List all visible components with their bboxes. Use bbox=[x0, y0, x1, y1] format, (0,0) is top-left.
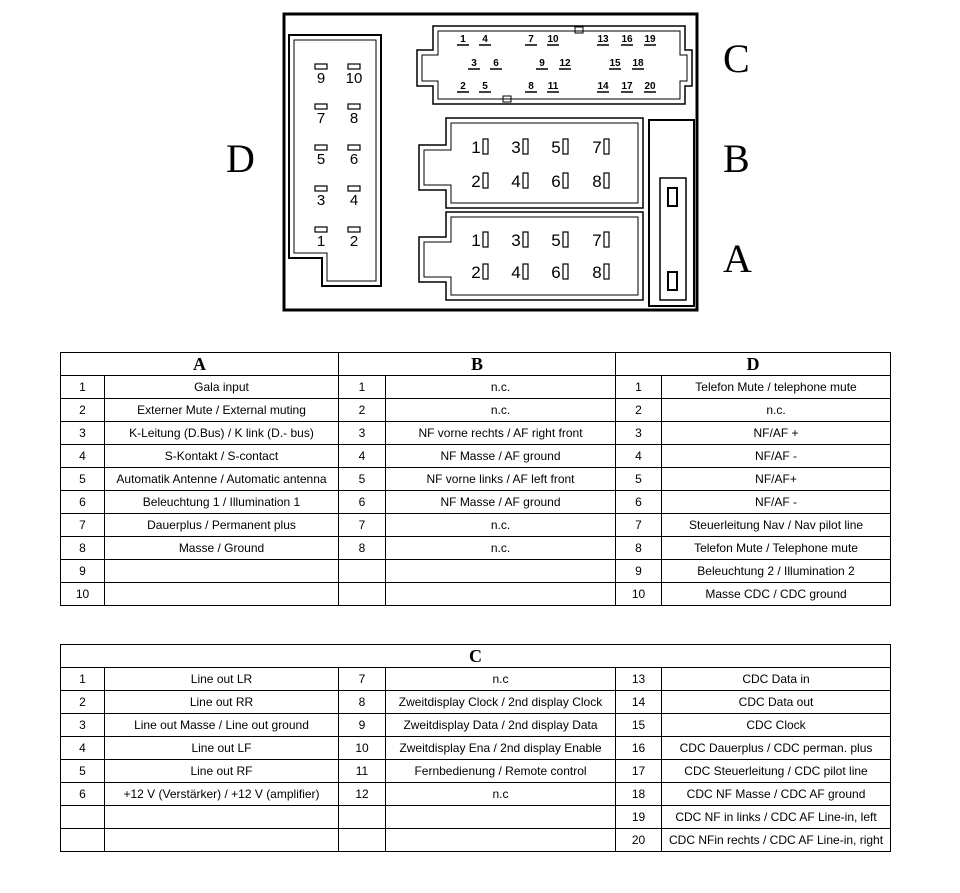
a-pin-slot bbox=[523, 264, 528, 279]
a-pin-number: 4 bbox=[511, 263, 521, 282]
pin-number-cell: 3 bbox=[339, 422, 386, 445]
pin-number-cell: 2 bbox=[61, 691, 105, 714]
pin-number-cell: 7 bbox=[616, 514, 662, 537]
pin-number-cell: 1 bbox=[61, 668, 105, 691]
pin-number-cell: 9 bbox=[339, 714, 386, 737]
b-pin-slot bbox=[523, 173, 528, 188]
header-a: A bbox=[61, 353, 339, 376]
pin-table-c bbox=[60, 644, 891, 852]
pin-function-cell: Beleuchtung 2 / Illumination 2 bbox=[662, 560, 891, 583]
pin-function-cell: Telefon Mute / Telephone mute bbox=[662, 537, 891, 560]
pin-number-cell: 2 bbox=[616, 399, 662, 422]
pin-function-cell: NF Masse / AF ground bbox=[386, 445, 616, 468]
pin-function-cell: CDC Dauerplus / CDC perman. plus bbox=[662, 737, 891, 760]
pin-number-cell: 6 bbox=[616, 491, 662, 514]
pin-number-cell: 10 bbox=[616, 583, 662, 606]
pin-function-cell: Masse CDC / CDC ground bbox=[662, 583, 891, 606]
header-d: D bbox=[616, 353, 891, 376]
pin-function-cell: Zweitdisplay Data / 2nd display Data bbox=[386, 714, 616, 737]
pin-function-cell: Gala input bbox=[105, 376, 339, 399]
pin-number-cell: 20 bbox=[616, 829, 662, 852]
b-pin-slot bbox=[563, 139, 568, 154]
pin-function-cell: Line out RF bbox=[105, 760, 339, 783]
pin-number-cell: 10 bbox=[61, 583, 105, 606]
pin-number-cell: 15 bbox=[616, 714, 662, 737]
pin-number-cell: 6 bbox=[61, 783, 105, 806]
pin-function-cell: Dauerplus / Permanent plus bbox=[105, 514, 339, 537]
pin-function-cell: n.c bbox=[386, 783, 616, 806]
pin-number-cell: 9 bbox=[61, 560, 105, 583]
table-row bbox=[61, 376, 891, 399]
pin-function-cell: Line out RR bbox=[105, 691, 339, 714]
header-c: C bbox=[61, 645, 891, 668]
block-b-outline bbox=[419, 118, 643, 208]
d-pin-slot bbox=[348, 227, 360, 232]
table-row bbox=[61, 399, 891, 422]
pin-function-cell: K-Leitung (D.Bus) / K link (D.- bus) bbox=[105, 422, 339, 445]
power-block-outline bbox=[649, 120, 694, 306]
a-pin-number: 3 bbox=[511, 231, 521, 250]
a-pin-slot bbox=[563, 264, 568, 279]
d-pin-number: 2 bbox=[349, 233, 359, 250]
label-a: A bbox=[723, 236, 752, 281]
pin-function-cell bbox=[105, 560, 339, 583]
pin-number-cell bbox=[61, 829, 105, 852]
pin-function-cell: Line out LF bbox=[105, 737, 339, 760]
pin-number-cell bbox=[339, 806, 386, 829]
pin-number-cell: 18 bbox=[616, 783, 662, 806]
d-pin-slot bbox=[348, 186, 360, 191]
a-pin-slot bbox=[604, 264, 609, 279]
pin-number-cell: 3 bbox=[61, 714, 105, 737]
pin-function-cell: n.c. bbox=[386, 399, 616, 422]
b-pin-number: 5 bbox=[551, 138, 561, 157]
pin-number-cell: 19 bbox=[616, 806, 662, 829]
c-pin-number: 3 bbox=[471, 58, 477, 69]
c-pin-number: 10 bbox=[547, 34, 559, 45]
d-pin-slot bbox=[348, 145, 360, 150]
pin-function-cell: Zweitdisplay Ena / 2nd display Enable bbox=[386, 737, 616, 760]
a-pin-number: 2 bbox=[471, 263, 481, 282]
b-pin-slot bbox=[483, 139, 488, 154]
d-pin-slot bbox=[315, 64, 327, 69]
pin-number-cell: 10 bbox=[339, 737, 386, 760]
pin-number-cell: 8 bbox=[616, 537, 662, 560]
pin-number-cell: 13 bbox=[616, 668, 662, 691]
pin-number-cell: 3 bbox=[616, 422, 662, 445]
table-row bbox=[61, 783, 891, 806]
c-pin-number: 15 bbox=[609, 58, 621, 69]
d-pin-number: 5 bbox=[316, 151, 326, 168]
pin-table-abd bbox=[60, 352, 891, 606]
block-d-inner bbox=[294, 40, 376, 281]
c-pin-number: 19 bbox=[644, 34, 656, 45]
pin-function-cell bbox=[386, 583, 616, 606]
block-c-key-top bbox=[575, 27, 583, 33]
pin-number-cell bbox=[61, 806, 105, 829]
label-d: D bbox=[226, 136, 255, 181]
pin-function-cell: CDC Data in bbox=[662, 668, 891, 691]
b-pin-slot bbox=[604, 139, 609, 154]
a-pin-slot bbox=[563, 232, 568, 247]
b-pin-number: 8 bbox=[592, 172, 602, 191]
table-row bbox=[61, 491, 891, 514]
a-pin-slot bbox=[523, 232, 528, 247]
b-pin-slot bbox=[483, 173, 488, 188]
header-b: B bbox=[339, 353, 616, 376]
block-a-outline bbox=[419, 212, 643, 300]
pin-number-cell: 6 bbox=[339, 491, 386, 514]
pin-number-cell: 8 bbox=[339, 537, 386, 560]
pin-function-cell: n.c. bbox=[662, 399, 891, 422]
pin-function-cell bbox=[386, 829, 616, 852]
a-pin-slot bbox=[483, 264, 488, 279]
d-pin-number: 3 bbox=[316, 192, 326, 209]
table-row bbox=[61, 583, 891, 606]
table-row bbox=[61, 668, 891, 691]
table-row bbox=[61, 829, 891, 852]
pin-function-cell: CDC Clock bbox=[662, 714, 891, 737]
c-pin-number: 8 bbox=[528, 81, 534, 92]
pin-function-cell bbox=[105, 583, 339, 606]
d-pin-slot bbox=[315, 145, 327, 150]
pin-function-cell: Beleuchtung 1 / Illumination 1 bbox=[105, 491, 339, 514]
pin-number-cell: 17 bbox=[616, 760, 662, 783]
d-pin-number: 8 bbox=[349, 110, 359, 127]
pin-function-cell bbox=[386, 806, 616, 829]
d-pin-number: 1 bbox=[316, 233, 326, 250]
pin-function-cell: Fernbedienung / Remote control bbox=[386, 760, 616, 783]
c-pin-number: 13 bbox=[597, 34, 609, 45]
table-row bbox=[61, 806, 891, 829]
power-slot-frame bbox=[660, 178, 686, 300]
d-pin-number: 10 bbox=[345, 70, 363, 87]
pin-function-cell: n.c. bbox=[386, 376, 616, 399]
d-pin-number: 7 bbox=[316, 110, 326, 127]
table-row bbox=[61, 468, 891, 491]
pin-function-cell: Externer Mute / External muting bbox=[105, 399, 339, 422]
d-pin-number: 9 bbox=[316, 70, 326, 87]
table-row bbox=[61, 514, 891, 537]
pin-function-cell: Line out LR bbox=[105, 668, 339, 691]
pin-function-cell: NF/AF + bbox=[662, 422, 891, 445]
pin-function-cell: NF vorne links / AF left front bbox=[386, 468, 616, 491]
pin-function-cell: Line out Masse / Line out ground bbox=[105, 714, 339, 737]
pin-function-cell: Steuerleitung Nav / Nav pilot line bbox=[662, 514, 891, 537]
c-pin-number: 17 bbox=[621, 81, 633, 92]
d-pin-number: 4 bbox=[349, 192, 359, 209]
d-pin-slot bbox=[348, 104, 360, 109]
pin-number-cell: 5 bbox=[616, 468, 662, 491]
c-pin-number: 6 bbox=[493, 58, 499, 69]
pin-number-cell: 4 bbox=[61, 445, 105, 468]
pin-function-cell bbox=[105, 806, 339, 829]
pin-number-cell: 2 bbox=[61, 399, 105, 422]
c-pin-number: 7 bbox=[528, 34, 534, 45]
pin-number-cell: 2 bbox=[339, 399, 386, 422]
pin-number-cell: 1 bbox=[616, 376, 662, 399]
pin-number-cell: 5 bbox=[61, 468, 105, 491]
pin-number-cell: 4 bbox=[339, 445, 386, 468]
d-pin-slot bbox=[315, 227, 327, 232]
c-pin-number: 20 bbox=[644, 81, 656, 92]
pin-function-cell: NF Masse / AF ground bbox=[386, 491, 616, 514]
d-pin-number: 6 bbox=[349, 151, 359, 168]
pin-function-cell: CDC NFin rechts / CDC AF Line-in, right bbox=[662, 829, 891, 852]
c-pin-number: 9 bbox=[539, 58, 545, 69]
a-pin-number: 1 bbox=[471, 231, 481, 250]
pin-number-cell bbox=[339, 829, 386, 852]
pin-function-cell: NF/AF+ bbox=[662, 468, 891, 491]
block-a-inner bbox=[424, 217, 638, 295]
pin-number-cell: 5 bbox=[339, 468, 386, 491]
pin-number-cell: 7 bbox=[339, 514, 386, 537]
c-pin-number: 2 bbox=[460, 81, 466, 92]
pin-function-cell: +12 V (Verstärker) / +12 V (amplifier) bbox=[105, 783, 339, 806]
a-pin-slot bbox=[483, 232, 488, 247]
pin-number-cell: 8 bbox=[339, 691, 386, 714]
pin-number-cell: 8 bbox=[61, 537, 105, 560]
pin-function-cell: Automatik Antenne / Automatic antenna bbox=[105, 468, 339, 491]
b-pin-number: 2 bbox=[471, 172, 481, 191]
pin-number-cell: 3 bbox=[61, 422, 105, 445]
table-row bbox=[61, 760, 891, 783]
b-pin-slot bbox=[563, 173, 568, 188]
pin-number-cell: 14 bbox=[616, 691, 662, 714]
a-pin-slot bbox=[604, 232, 609, 247]
pin-function-cell: CDC Steuerleitung / CDC pilot line bbox=[662, 760, 891, 783]
b-pin-slot bbox=[604, 173, 609, 188]
connector-diagram bbox=[0, 0, 960, 340]
table-row bbox=[61, 422, 891, 445]
pin-function-cell: Zweitdisplay Clock / 2nd display Clock bbox=[386, 691, 616, 714]
a-pin-number: 6 bbox=[551, 263, 561, 282]
pin-number-cell: 1 bbox=[61, 376, 105, 399]
pin-number-cell: 4 bbox=[616, 445, 662, 468]
a-pin-number: 7 bbox=[592, 231, 602, 250]
c-pin-number: 12 bbox=[559, 58, 571, 69]
power-slot-upper bbox=[668, 188, 677, 206]
pin-number-cell: 4 bbox=[61, 737, 105, 760]
c-pin-number: 1 bbox=[460, 34, 466, 45]
pin-function-cell: CDC Data out bbox=[662, 691, 891, 714]
d-pin-slot bbox=[315, 186, 327, 191]
block-b-inner bbox=[424, 123, 638, 203]
label-b: B bbox=[723, 136, 750, 181]
pin-function-cell bbox=[386, 560, 616, 583]
pin-function-cell bbox=[105, 829, 339, 852]
pin-function-cell: Telefon Mute / telephone mute bbox=[662, 376, 891, 399]
b-pin-number: 7 bbox=[592, 138, 602, 157]
pin-function-cell: NF/AF - bbox=[662, 445, 891, 468]
pin-function-cell: NF vorne rechts / AF right front bbox=[386, 422, 616, 445]
c-pin-number: 14 bbox=[597, 81, 609, 92]
table-row bbox=[61, 560, 891, 583]
b-pin-slot bbox=[523, 139, 528, 154]
c-pin-number: 11 bbox=[547, 81, 559, 92]
c-pin-number: 16 bbox=[621, 34, 633, 45]
pin-function-cell: n.c. bbox=[386, 537, 616, 560]
pin-function-cell: CDC NF in links / CDC AF Line-in, left bbox=[662, 806, 891, 829]
pin-number-cell: 5 bbox=[61, 760, 105, 783]
d-pin-slot bbox=[315, 104, 327, 109]
c-pin-number: 4 bbox=[482, 34, 488, 45]
pin-function-cell: Masse / Ground bbox=[105, 537, 339, 560]
pin-number-cell: 6 bbox=[61, 491, 105, 514]
pin-number-cell: 7 bbox=[339, 668, 386, 691]
block-d-outline bbox=[289, 35, 381, 286]
table-row bbox=[61, 691, 891, 714]
table-row bbox=[61, 537, 891, 560]
table-row bbox=[61, 445, 891, 468]
b-pin-number: 1 bbox=[471, 138, 481, 157]
d-pin-slot bbox=[348, 64, 360, 69]
pin-function-cell: S-Kontakt / S-contact bbox=[105, 445, 339, 468]
pin-function-cell: n.c. bbox=[386, 514, 616, 537]
b-pin-number: 6 bbox=[551, 172, 561, 191]
pin-number-cell: 1 bbox=[339, 376, 386, 399]
pin-number-cell: 12 bbox=[339, 783, 386, 806]
table-row bbox=[61, 714, 891, 737]
pin-number-cell: 16 bbox=[616, 737, 662, 760]
pin-number-cell: 7 bbox=[61, 514, 105, 537]
pin-function-cell: NF/AF - bbox=[662, 491, 891, 514]
pin-function-cell: n.c bbox=[386, 668, 616, 691]
pin-number-cell: 11 bbox=[339, 760, 386, 783]
b-pin-number: 4 bbox=[511, 172, 521, 191]
c-pin-number: 18 bbox=[632, 58, 644, 69]
pin-function-cell: CDC NF Masse / CDC AF ground bbox=[662, 783, 891, 806]
pin-number-cell bbox=[339, 560, 386, 583]
pin-number-cell: 9 bbox=[616, 560, 662, 583]
pin-number-cell bbox=[339, 583, 386, 606]
a-pin-number: 8 bbox=[592, 263, 602, 282]
power-slot-lower bbox=[668, 272, 677, 290]
label-c: C bbox=[723, 36, 750, 81]
table-row bbox=[61, 737, 891, 760]
a-pin-number: 5 bbox=[551, 231, 561, 250]
b-pin-number: 3 bbox=[511, 138, 521, 157]
c-pin-number: 5 bbox=[482, 81, 488, 92]
